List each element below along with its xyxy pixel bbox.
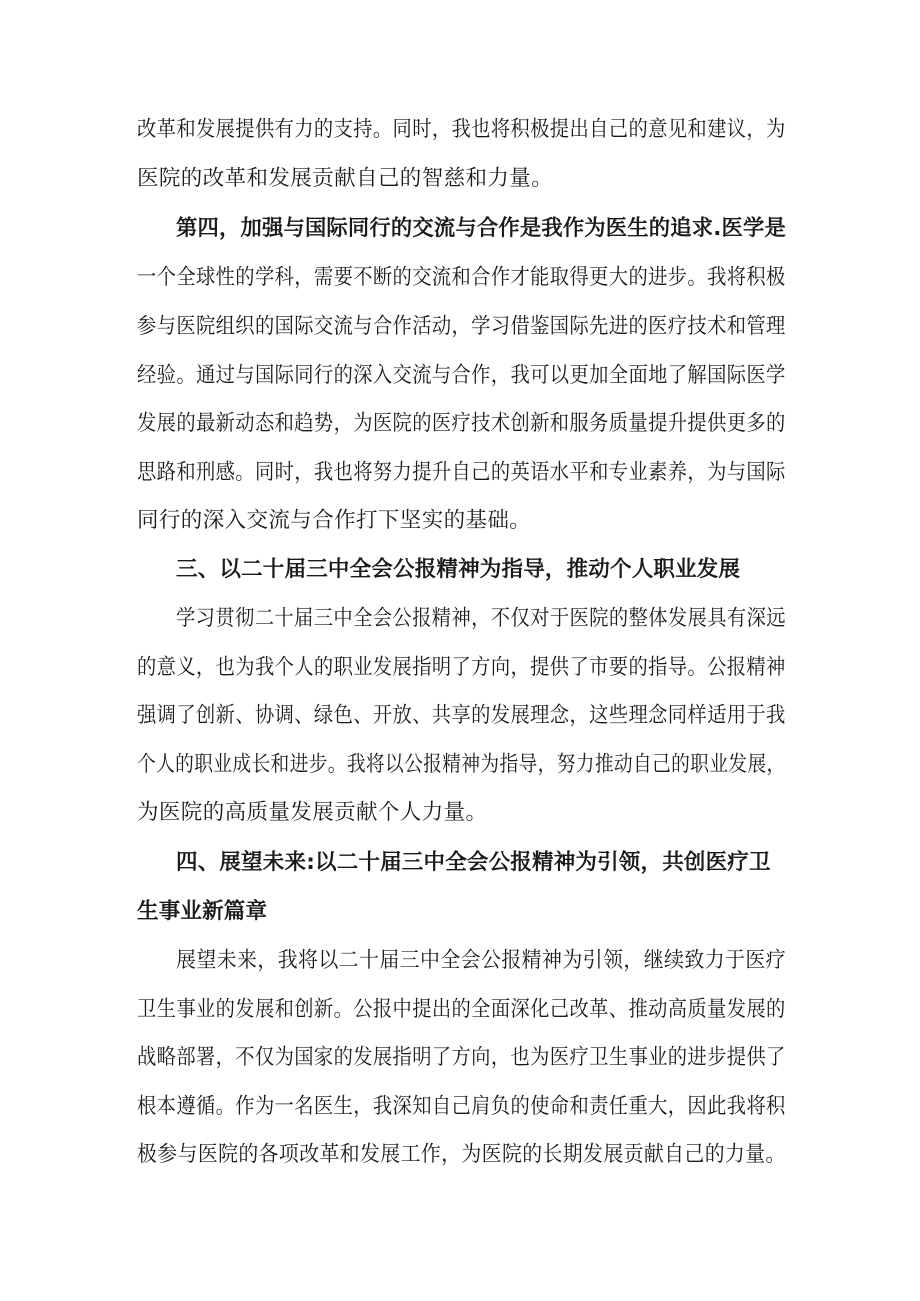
paragraph-line: 经验。通过与国际同行的深入交流与合作，我可以更加全面地了解国际医学: [137, 363, 786, 388]
paragraph-line: 强调了创新、协调、绿色、开放、共享的发展理念，这些理念同样适用于我: [137, 703, 786, 728]
paragraph-line: 同行的深入交流与合作打下坚实的基础。: [137, 508, 532, 533]
paragraph-line: 参与医院组织的国际交流与合作活动，学习借鉴国际先进的医疗技术和管理: [137, 314, 786, 339]
paragraph-line: 根本遵循。作为一名医生，我深知自己肩负的使命和责任重大，因此我将积: [137, 1094, 786, 1119]
section-heading-continued: 生事业新篇章: [137, 899, 268, 924]
paragraph-line: 医院的改革和发展贡献自己的智慈和力量。: [137, 166, 554, 191]
paragraph-line: 学习贯彻二十届三中全会公报精神，不仅对于医院的整体发展具有深远: [176, 606, 786, 631]
paragraph-line: 极参与医院的各项改革和发展工作，为医院的长期发展贡献自己的力量。: [137, 1142, 786, 1167]
paragraph-line: 个人的职业成长和进步。我将以公报精神为指导，努力推动自己的职业发展，: [137, 752, 786, 777]
paragraph-line: 的意义，也为我个人的职业发展指明了方向，提供了市要的指导。公报精神: [137, 655, 786, 680]
paragraph-line: 展望未来，我将以二十届三中全会公报精神为引领，继续致力于医疗: [176, 948, 787, 973]
paragraph-line: 为医院的高质量发展贡献个人力量。: [137, 800, 488, 825]
section-heading: 四、展望未来:以二十届三中全会公报精神为引领，共创医疗卫: [176, 850, 771, 875]
section-heading: 三、以二十届三中全会公报精神为指导，推动个人职业发展: [176, 557, 741, 582]
paragraph-line: 改革和发展提供有力的支持。同时，我也将积极提出自己的意见和建议，为: [137, 117, 786, 142]
section-heading: 第四，加强与国际同行的交流与合作是我作为医生的追求.医学是: [176, 216, 787, 241]
paragraph-line: 卫生事业的发展和创新。公报中提出的全面深化己改革、推动高质量发展的: [137, 997, 786, 1022]
paragraph-line: 战略部署，不仅为国家的发展指明了方向，也为医疗卫生事业的进步提供了: [137, 1045, 786, 1070]
paragraph-line: 发展的最新动态和趋势，为医院的医疗技术创新和服务质量提升提供更多的: [137, 411, 786, 436]
paragraph-line: 思路和刑感。同时，我也将努力提升自己的英语水平和专业素养，为与国际: [137, 460, 786, 485]
paragraph-line: 一个全球性的学科，需要不断的交流和合作才能取得更大的进步。我将积极: [137, 265, 786, 290]
